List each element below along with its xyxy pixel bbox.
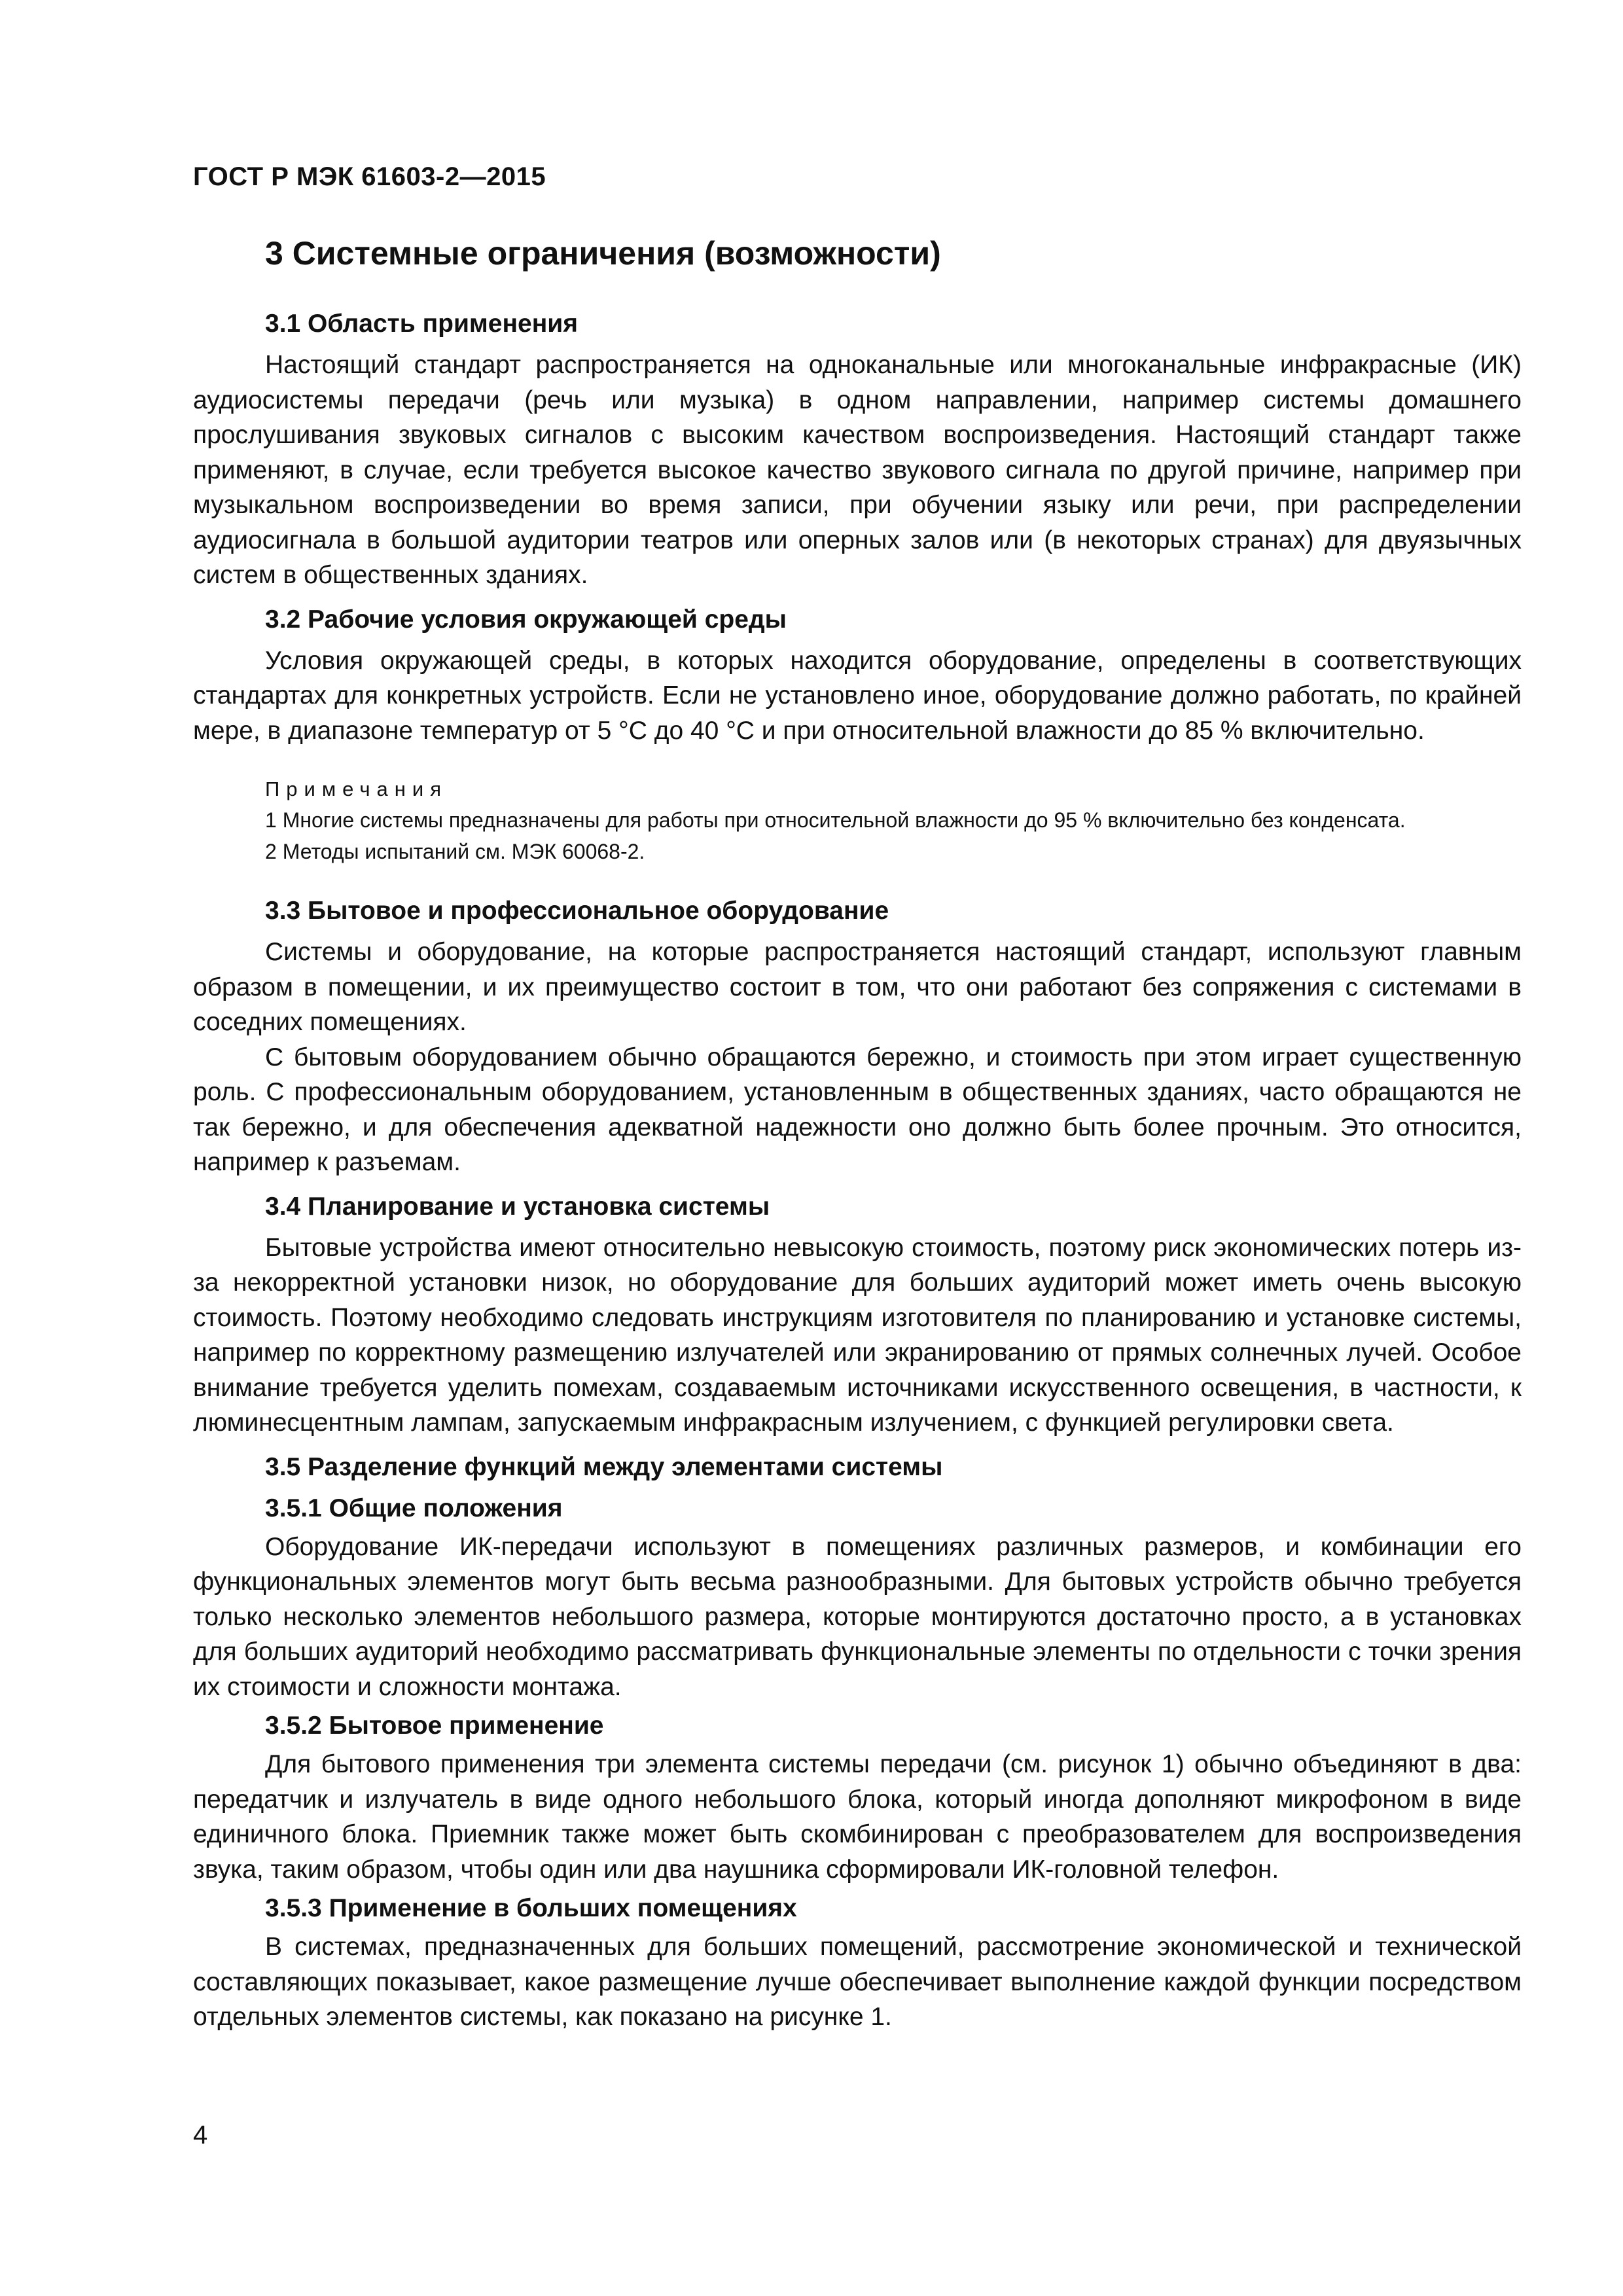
section-3-title: 3 Системные ограничения (возможности) — [265, 235, 941, 272]
document-body — [193, 223, 1522, 2035]
section-3-5-3-paragraph: В системах, предназначенных для больших помещений, рассмотрение экономической и технической составляющих показывает, какое размещение лучше обеспечивает выполнение каждой функции посредством отдельных элементов системы, как показано на рисунке 1. — [193, 1933, 1522, 2031]
section-3-5-1-paragraph: Оборудование ИК-передачи используют в помещениях различных размеров, и комбинации его функциональных элементов могут быть весьма разнообразными. Для бытовых устройств обычно требуется только несколько элементов небольшого размера, которые монтируются достаточно просто, а в установках для больших аудиторий необходимо рассматривать функциональные элементы по отдельности с точки зрения их стоимости и сложности монтажа. — [193, 1532, 1522, 1701]
section-3-5-title: 3.5 Разделение функций между элементами системы — [265, 1452, 943, 1481]
note-item: 1 Многие системы предназначены для работы при относительной влажности до 95 % включительно без конденсата. — [265, 808, 1406, 832]
notes-block — [193, 774, 1522, 867]
section-3-4-paragraph: Бытовые устройства имеют относительно невысокую стоимость, поэтому риск экономических потерь из-за некорректной установки низок, но оборудование для больших аудиторий может иметь очень высокую стоимость. Поэтому необходимо следовать инструкциям изготовителя по планированию и установке системы, например по корректному размещению излучателей или экранированию от прямых солнечных лучей. Особое внимание требуется уделить помехам, создаваемым источниками искусственного освещения, в частности, к люминесцентным лампам, запускаемым инфракрасным излучением, с функцией регулировки света. — [193, 1233, 1522, 1437]
section-3-5-3-title: 3.5.3 Применение в больших помещениях — [265, 1894, 797, 1922]
section-3-2-title: 3.2 Рабочие условия окружающей среды — [265, 605, 787, 634]
section-3-5-1-title: 3.5.1 Общие положения — [265, 1494, 563, 1522]
section-3-4-title: 3.4 Планирование и установка системы — [265, 1192, 770, 1221]
section-3-1-title: 3.1 Область применения — [265, 310, 578, 338]
section-3-5-2-paragraph: Для бытового применения три элемента системы передачи (см. рисунок 1) обычно объединяют в два: передатчик и излучатель в виде одного небольшого блока, который иногда дополняют микрофоном в виде единичного блока. Приемник также может быть скомбинирован с преобразователем для воспроизведения звука, таким образом, чтобы один или два наушника сформировали ИК-головной телефон. — [193, 1750, 1522, 1884]
note-item: 2 Методы испытаний см. МЭК 60068-2. — [265, 840, 645, 863]
notes-title: Примечания — [265, 778, 448, 800]
document-header: ГОСТ Р МЭК 61603-2—2015 — [193, 162, 546, 191]
section-3-2-paragraph: Условия окружающей среды, в которых находится оборудование, определены в соответствующих стандартах для конкретных устройств. Если не установлено иное, оборудование должно работать, по крайней мере, в диапазоне температур от 5 °C до 40 °C и при относительной влажности до 85 % включительно. — [193, 646, 1522, 745]
section-3-3-paragraph: С бытовым оборудованием обычно обращаются бережно, и стоимость при этом играет существенную роль. С профессиональным оборудованием, установленным в общественных зданиях, часто обращаются не так бережно, и для обеспечения адекватной надежности оно должно быть более прочным. Это относится, например к разъемам. — [193, 1043, 1522, 1176]
page-number: 4 — [193, 2121, 208, 2149]
section-3-3-title: 3.3 Бытовое и профессиональное оборудование — [265, 897, 889, 925]
section-3-3-paragraph: Системы и оборудование, на которые распространяется настоящий стандарт, используют главным образом в помещении, и их преимущество состоит в том, что они работают без сопряжения с системами в соседних помещениях. — [193, 938, 1522, 1036]
section-3-5-2-title: 3.5.2 Бытовое применение — [265, 1712, 604, 1740]
section-3-1-paragraph: Настоящий стандарт распространяется на одноканальные или многоканальные инфракрасные (ИК) аудиосистемы передачи (речь или музыка) в одном направлении, например системы домашнего прослушивания звуковых сигналов с высоким качеством воспроизведения. Настоящий стандарт также применяют, в случае, если требуется высокое качество звукового сигнала по другой причине, например при музыкальном воспроизведении во время записи, при обучении языку или речи, при распределении аудиосигнала в большой аудитории театров или оперных залов или (в некоторых странах) для двуязычных систем в общественных зданиях. — [193, 351, 1522, 589]
